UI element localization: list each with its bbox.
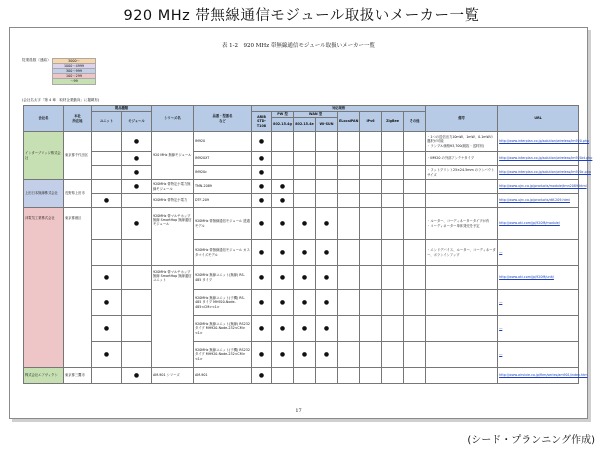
url-link[interactable]: ―	[498, 290, 579, 316]
remarks-cell	[426, 290, 498, 316]
protocol-dot: ●	[252, 266, 272, 290]
protocol-dot: ●	[316, 266, 338, 290]
table-row	[24, 166, 579, 180]
col-other: その他	[404, 112, 426, 132]
protocol-dot: ●	[252, 166, 272, 180]
protocol-dot	[382, 368, 404, 384]
protocol-dot: ●	[272, 342, 294, 368]
company-cell: 株式会社エアヴィクシ	[24, 368, 64, 384]
unit-cell: ●	[92, 266, 122, 290]
unit-cell	[92, 152, 122, 166]
series-cell: 920MHz 帯特定小電力無線モジュール	[152, 180, 194, 194]
unit-cell	[92, 368, 122, 384]
col-product-type: 製品種類	[92, 106, 152, 112]
unit-cell	[92, 166, 122, 180]
table-row	[24, 368, 579, 384]
protocol-dot: ●	[272, 266, 294, 290]
col-ipv6: IPv6	[360, 112, 382, 132]
table-row	[24, 194, 579, 208]
remarks-cell: ・フットプリント25×24.5mm のランバウトサイズ	[426, 166, 498, 180]
col-company: 会社名	[24, 106, 64, 132]
company-cell: 上田日本無線株式会社	[24, 180, 64, 208]
module-cell: ●	[122, 208, 152, 240]
protocol-dot: ●	[294, 266, 316, 290]
protocol-dot: ●	[272, 290, 294, 316]
protocol-dot: ●	[252, 194, 272, 208]
url-link[interactable]: ―	[498, 316, 579, 342]
protocol-dot: ●	[252, 342, 272, 368]
protocol-dot	[382, 180, 404, 194]
protocol-dot	[382, 316, 404, 342]
unit-cell: ●	[92, 342, 122, 368]
protocol-dot	[360, 368, 382, 384]
protocol-dot	[338, 368, 360, 384]
remarks-cell	[426, 266, 498, 290]
protocol-dot	[272, 368, 294, 384]
legend-item: 100～299	[52, 73, 96, 80]
product-cell: IM920XT	[194, 152, 252, 166]
protocol-dot	[316, 152, 338, 166]
product-cell: 920MHz 無線ユニット(子機) RS-485 タイプ MH920-Node-485<CM><1>	[194, 290, 252, 316]
hq-cell: 東京都港区	[64, 208, 92, 368]
url-link[interactable]: ―	[498, 240, 579, 266]
protocol-dot: ●	[272, 240, 294, 266]
protocol-dot: ●	[272, 208, 294, 240]
protocol-dot	[338, 180, 360, 194]
protocol-dot	[316, 368, 338, 384]
protocol-dot: ●	[272, 194, 294, 208]
unit-cell	[92, 180, 122, 194]
col-pw-154g: 802.15.4g	[272, 118, 294, 132]
unit-cell: ●	[92, 316, 122, 342]
protocol-dot	[404, 180, 426, 194]
protocol-dot	[338, 166, 360, 180]
protocol-dot	[316, 132, 338, 152]
remarks-cell: ・ルーター、コーディネータータイプが有 ・コーディネーター単体発売を予定	[426, 208, 498, 240]
url-link[interactable]: http://www.ujrc.co.jp/products/module/tmn2089.html	[498, 180, 579, 194]
hq-cell: 長野県上田市	[64, 180, 92, 208]
legend-item: ～99	[52, 78, 96, 85]
url-link[interactable]: http://www.airvixie.co.jp/fkm/series/am901/index.htm	[498, 368, 579, 384]
col-hq: 本社 所在地	[64, 106, 92, 132]
product-cell: AM-901	[194, 368, 252, 384]
hq-cell: 東京都三鷹市	[64, 368, 92, 384]
product-cell: 920MHz 無線ユニット(無線) RS-485 タイプ	[194, 266, 252, 290]
protocol-dot: ●	[252, 180, 272, 194]
protocol-dot	[294, 194, 316, 208]
protocol-dot: ●	[316, 342, 338, 368]
protocol-dot	[338, 132, 360, 152]
module-cell: ●	[122, 152, 152, 166]
protocol-dot: ●	[294, 208, 316, 240]
module-cell	[122, 240, 152, 266]
col-pw: PW 型	[272, 112, 294, 118]
protocol-dot	[294, 180, 316, 194]
table-row	[24, 342, 579, 368]
protocol-dot	[404, 194, 426, 208]
unit-cell: ●	[92, 194, 122, 208]
protocol-dot	[404, 342, 426, 368]
protocol-dot: ●	[272, 316, 294, 342]
product-cell: IM920	[194, 132, 252, 152]
protocol-dot	[382, 342, 404, 368]
url-link[interactable]: http://www.oki.com/jp/920M/unit/	[498, 266, 579, 290]
url-link[interactable]: http://www.oki.com/jp/920M/module/	[498, 208, 579, 240]
remarks-cell	[426, 180, 498, 194]
protocol-dot	[294, 368, 316, 384]
table-row	[24, 152, 579, 166]
col-remarks: 備考	[426, 106, 498, 132]
product-cell: TMN-2089	[194, 180, 252, 194]
maker-table	[23, 105, 593, 384]
col-arib: ARIB STD- T108	[252, 112, 272, 132]
col-url: URL	[498, 106, 579, 132]
protocol-dot	[338, 266, 360, 290]
col-module: モジュール	[122, 112, 152, 132]
legend-label: 従業員数（連結）	[22, 58, 51, 62]
remarks-cell: ・エンドデバイス、ルーター、コーディネーター、ボランインアップ	[426, 240, 498, 266]
protocol-dot: ●	[252, 208, 272, 240]
col-protocols: 対応規格	[252, 106, 426, 112]
page-number: 17	[295, 408, 302, 414]
remarks-cell	[426, 368, 498, 384]
legend-item: 3000～	[52, 58, 96, 65]
protocol-dot: ●	[272, 180, 294, 194]
table-caption: 表 1-2 920 MHz 帯無線通信モジュール取扱いメーカー一覧	[221, 43, 376, 49]
protocol-dot: ●	[294, 316, 316, 342]
protocol-dot	[360, 152, 382, 166]
protocol-dot	[316, 180, 338, 194]
protocol-dot	[382, 290, 404, 316]
col-wanvar: ELocalPAN	[338, 112, 360, 132]
protocol-dot: ●	[294, 240, 316, 266]
protocol-dot	[294, 166, 316, 180]
legend-item: 300～999	[52, 68, 96, 75]
module-cell	[122, 342, 152, 368]
protocol-dot: ●	[252, 152, 272, 166]
module-cell: ●	[122, 368, 152, 384]
series-cell: 920MHz 帯マルチホップ無線 SmartHop 無線通信ユニット	[152, 266, 194, 368]
col-pw-154e: 802.15.4e	[294, 118, 316, 132]
protocol-dot	[360, 180, 382, 194]
protocol-dot	[360, 240, 382, 266]
protocol-dot	[404, 152, 426, 166]
protocol-dot	[316, 194, 338, 208]
table-row	[24, 132, 579, 152]
protocol-dot: ●	[252, 290, 272, 316]
protocol-dot: ●	[316, 290, 338, 316]
protocol-dot	[382, 132, 404, 152]
table-row	[24, 208, 579, 240]
protocol-dot	[338, 290, 360, 316]
series-cell: 920MHz 帯マルチホップ無線 SmartHop 無線通信モジュール	[152, 208, 194, 266]
company-cell: インターブリッジ株式会社	[24, 132, 64, 180]
product-cell: DTF-209	[194, 194, 252, 208]
module-cell	[122, 194, 152, 208]
unit-cell: ●	[92, 290, 122, 316]
module-cell: ●	[122, 180, 152, 194]
protocol-dot	[382, 152, 404, 166]
protocol-dot	[360, 290, 382, 316]
protocol-dot	[316, 166, 338, 180]
protocol-dot	[360, 342, 382, 368]
table-row	[24, 180, 579, 194]
protocol-dot: ●	[294, 290, 316, 316]
url-link[interactable]: http://www.ujrc.co.jp/products/dtf-209.html	[498, 194, 579, 208]
url-link[interactable]: ―	[498, 342, 579, 368]
protocol-dot	[404, 316, 426, 342]
protocol-dot	[272, 132, 294, 152]
protocol-dot	[404, 290, 426, 316]
protocol-dot	[294, 152, 316, 166]
protocol-dot	[338, 240, 360, 266]
series-cell: AM-901 シリーズ	[152, 368, 194, 384]
legend-item: 1000～4999	[52, 63, 96, 70]
module-cell	[122, 290, 152, 316]
protocol-dot	[382, 240, 404, 266]
protocol-dot	[360, 132, 382, 152]
protocol-dot	[360, 208, 382, 240]
protocol-dot	[404, 240, 426, 266]
product-cell: IM920c	[194, 166, 252, 180]
protocol-dot	[360, 266, 382, 290]
col-wisun: Wi-SUN	[316, 118, 338, 132]
col-zigbee: ZigBee	[382, 112, 404, 132]
protocol-dot	[338, 194, 360, 208]
module-cell	[122, 316, 152, 342]
module-cell: ●	[122, 166, 152, 180]
page-title: 920 MHz 帯無線通信モジュール取扱いメーカー一覧	[123, 8, 480, 24]
protocol-dot	[382, 208, 404, 240]
series-cell: 920MHz 帯特定小電力	[152, 194, 194, 208]
protocol-dot	[272, 166, 294, 180]
protocol-dot	[338, 316, 360, 342]
remarks-cell	[426, 342, 498, 368]
protocol-dot: ●	[316, 240, 338, 266]
document-page	[9, 27, 593, 419]
protocol-dot	[404, 166, 426, 180]
source-credit: (シード・プランニング作成)	[467, 435, 595, 446]
product-cell: 920MHz 無線ユニット(子機) RS232 タイプ MH920-Node-232<CM><1>	[194, 342, 252, 368]
protocol-dot	[382, 194, 404, 208]
product-cell: 920MHz 帯無線通信モジュール 透過モデル	[194, 208, 252, 240]
protocol-dot: ●	[252, 132, 272, 152]
col-product: 品番・型番名 など	[194, 106, 252, 132]
remarks-cell: ・IM920 の外部アンテナタイプ	[426, 152, 498, 166]
protocol-dot: ●	[252, 368, 272, 384]
url-link[interactable]: http://www.interplan.co.jp/solution/wireless/im920xt.php	[498, 152, 579, 166]
table-row	[24, 316, 579, 342]
protocol-dot	[272, 152, 294, 166]
col-unit: ユニット	[92, 112, 122, 132]
table-note: (会社名太字「第 4 章 取材企業動向」に掲載有)	[22, 98, 100, 102]
protocol-dot	[404, 132, 426, 152]
protocol-dot	[404, 266, 426, 290]
protocol-dot: ●	[294, 342, 316, 368]
remarks-cell	[426, 316, 498, 342]
company-cell: 沖電気工業株式会社	[24, 208, 64, 368]
protocol-dot	[338, 152, 360, 166]
col-wan: WAN 型	[294, 112, 338, 118]
url-link[interactable]: http://www.interplan.co.jp/solution/wireless/im920c.php	[498, 166, 579, 180]
col-series: シリーズ名	[152, 106, 194, 132]
unit-cell	[92, 240, 122, 266]
unit-cell	[92, 132, 122, 152]
table-row	[24, 266, 579, 290]
url-link[interactable]: http://www.interplan.co.jp/solution/wireless/im920.php	[498, 132, 579, 152]
module-cell: ●	[122, 132, 152, 152]
table-row	[24, 290, 579, 316]
remarks-cell	[426, 194, 498, 208]
protocol-dot	[382, 266, 404, 290]
table-row	[24, 240, 579, 266]
hq-cell: 東京都千代田区	[64, 132, 92, 180]
protocol-dot	[360, 166, 382, 180]
protocol-dot: ●	[316, 316, 338, 342]
protocol-dot: ●	[316, 208, 338, 240]
product-cell: 920MHz 帯無線通信モジュール カスタマイズモデル	[194, 240, 252, 266]
protocol-dot	[294, 132, 316, 152]
protocol-dot	[338, 342, 360, 368]
protocol-dot	[360, 194, 382, 208]
protocol-dot	[404, 208, 426, 240]
remarks-cell: ・1つの送信出力10mW、1mW、0.1mWの選択が可能 ・ランプル価格¥3,700(税抜・送料別)	[426, 132, 498, 152]
series-cell: 920 MHz 無線モジュール	[152, 132, 194, 180]
protocol-dot: ●	[252, 316, 272, 342]
protocol-dot	[338, 208, 360, 240]
protocol-dot	[382, 166, 404, 180]
product-cell: 920MHz 無線ユニット(無線) RS232 タイプ MH920-Node-232<CM><1>	[194, 316, 252, 342]
module-cell	[122, 266, 152, 290]
protocol-dot	[404, 368, 426, 384]
protocol-dot	[360, 316, 382, 342]
unit-cell	[92, 208, 122, 240]
protocol-dot: ●	[252, 240, 272, 266]
